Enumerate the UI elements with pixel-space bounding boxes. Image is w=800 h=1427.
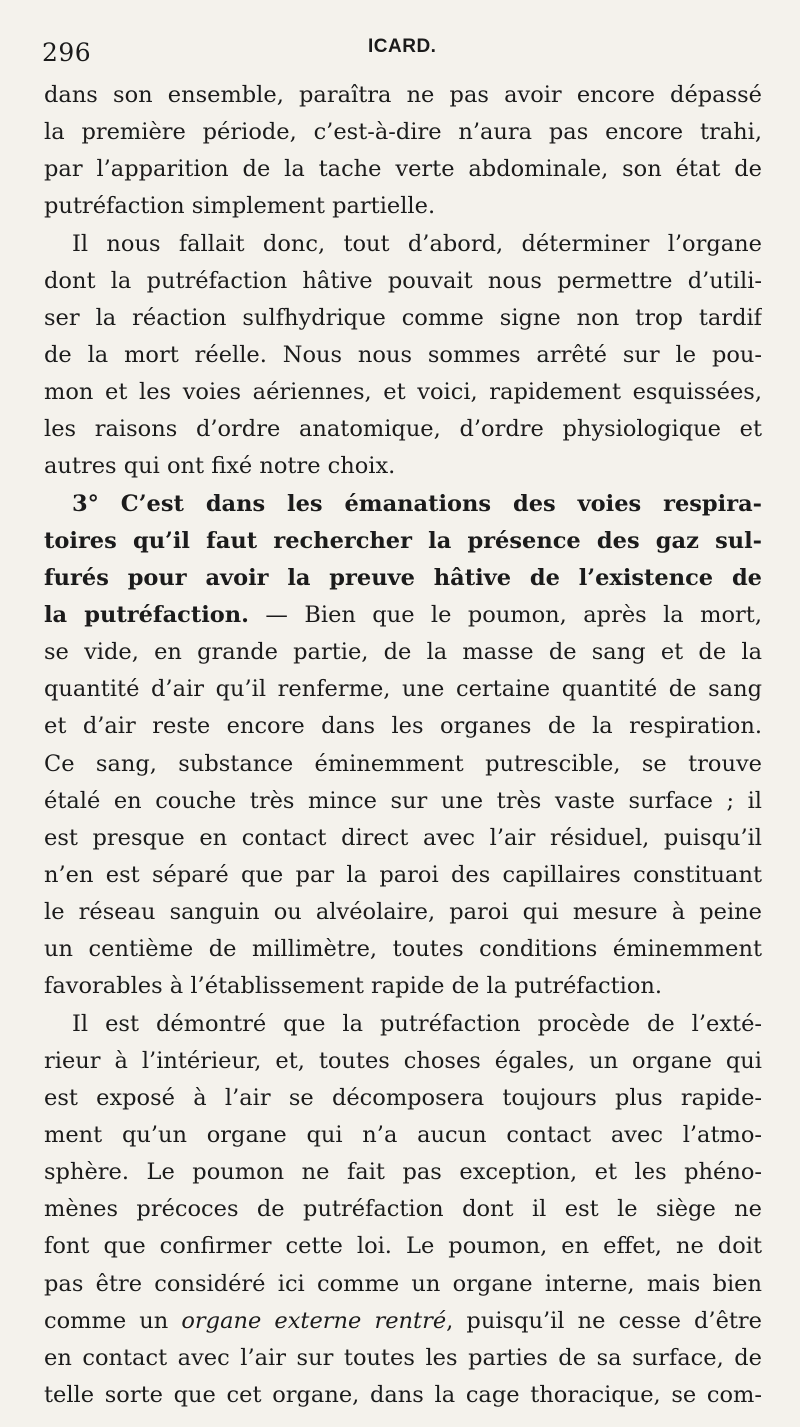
text-line: [44, 1228, 762, 1265]
body-text: [44, 77, 762, 1414]
line-text-rest: — Bien que le poumon, après la mort,: [248, 601, 762, 628]
text-line: [44, 263, 762, 300]
text-line: [44, 448, 762, 485]
line-text: et d’air reste encore dans les organes de la respiration.: [44, 713, 762, 740]
line-text: dont la putréfaction hâtive pouvait nous permettre d’utili-: [44, 267, 762, 294]
text-line: [44, 857, 762, 894]
line-text: le réseau sanguin ou alvéolaire, paroi qui mesure à peine: [44, 899, 762, 926]
line-text: quantité d’air qu’il renferme, une certaine quantité de sang: [44, 676, 762, 703]
text-line: [44, 746, 762, 783]
text-line: [44, 968, 762, 1005]
running-head: ICARD.: [368, 36, 437, 57]
text-line: [44, 188, 762, 225]
bold-text: toires qu’il faut rechercher la présence des gaz sul-: [44, 527, 762, 554]
text-line: [44, 486, 762, 523]
text-line: [44, 523, 762, 560]
line-text: la première période, c’est-à-dire n’aura pas encore trahi,: [44, 119, 762, 146]
text-line: [44, 708, 762, 745]
text-line: [44, 300, 762, 337]
text-line: [44, 114, 762, 151]
text-line: [44, 226, 762, 263]
bold-text: 3° C’est dans les émanations des voies respira-: [72, 490, 762, 517]
line-text: se vide, en grande partie, de la masse de sang et de la: [44, 639, 762, 666]
line-text: est exposé à l’air se décomposera toujours plus rapide-: [44, 1084, 762, 1111]
line-text: dans son ensemble, paraîtra ne pas avoir encore dépassé: [44, 82, 762, 108]
line-text-rest: , puisqu’il ne cesse d’être: [446, 1307, 762, 1334]
line-text: comme un: [44, 1307, 182, 1334]
line-text: Ce sang, substance éminemment putrescible, se trouve: [44, 750, 762, 777]
line-text: étalé en couche très mince sur une très vaste surface ; il: [44, 787, 762, 814]
bold-text: la putréfaction.: [44, 601, 249, 628]
page-header: [42, 32, 762, 72]
line-text: en contact avec l’air sur toutes les parties de sa surface, de: [44, 1344, 762, 1371]
text-line: [44, 1303, 762, 1340]
line-text: les raisons d’ordre anatomique, d’ordre physiologique et: [44, 416, 762, 443]
line-text: favorables à l’établissement rapide de la putréfaction.: [44, 973, 663, 1000]
line-text: autres qui ont fixé notre choix.: [44, 453, 396, 480]
text-line: [44, 337, 762, 374]
text-line: [44, 151, 762, 188]
line-text: ser la réaction sulfhydrique comme signe non trop tardif: [44, 304, 762, 331]
line-text: de la mort réelle. Nous nous sommes arrêté sur le pou-: [44, 341, 762, 368]
line-text: font que confirmer cette loi. Le poumon, en effet, ne doit: [44, 1233, 762, 1260]
line-text: Il est démontré que la putréfaction procède de l’exté-: [72, 1010, 762, 1037]
line-text: n’en est séparé que par la paroi des capillaires constituant: [44, 861, 762, 888]
line-text: par l’apparition de la tache verte abdominale, son état de: [44, 156, 762, 183]
line-text: pas être considéré ici comme un organe interne, mais bien: [44, 1270, 762, 1297]
line-text: Il nous fallait donc, tout d’abord, déterminer l’organe: [72, 230, 762, 257]
text-line: [44, 634, 762, 671]
text-line: [44, 597, 762, 634]
line-text: mènes précoces de putréfaction dont il est le siège ne: [44, 1196, 762, 1223]
text-line: [44, 1266, 762, 1303]
line-text: mon et les voies aériennes, et voici, rapidement esquissées,: [44, 379, 762, 406]
line-text: un centième de millimètre, toutes conditions éminemment: [44, 936, 762, 963]
line-text: telle sorte que cet organe, dans la cage thoracique, se com-: [44, 1381, 762, 1408]
text-line: [44, 1117, 762, 1154]
text-line: [44, 1154, 762, 1191]
text-line: [44, 1006, 762, 1043]
italic-text: organe externe rentré: [181, 1307, 447, 1334]
text-line: [44, 411, 762, 448]
text-line: [44, 374, 762, 411]
line-text: sphère. Le poumon ne fait pas exception, et les phéno-: [44, 1159, 762, 1186]
text-line: [44, 77, 762, 114]
text-line: [44, 931, 762, 968]
bold-text: furés pour avoir la preuve hâtive de l’existence de: [44, 564, 762, 591]
text-line: [44, 820, 762, 857]
text-line: [44, 1191, 762, 1228]
line-text: rieur à l’intérieur, et, toutes choses égales, un organe qui: [44, 1047, 762, 1074]
line-text: ment qu’un organe qui n’a aucun contact avec l’atmo-: [44, 1121, 762, 1148]
page-number: 296: [42, 38, 92, 67]
text-line: [44, 894, 762, 931]
text-line: [44, 1340, 762, 1377]
text-line: [44, 671, 762, 708]
text-line: [44, 1043, 762, 1080]
text-line: [44, 1377, 762, 1414]
text-line: [44, 783, 762, 820]
line-text: est presque en contact direct avec l’air résiduel, puisqu’il: [44, 824, 762, 851]
text-line: [44, 1080, 762, 1117]
text-line: [44, 560, 762, 597]
line-text: putréfaction simplement partielle.: [44, 193, 436, 220]
